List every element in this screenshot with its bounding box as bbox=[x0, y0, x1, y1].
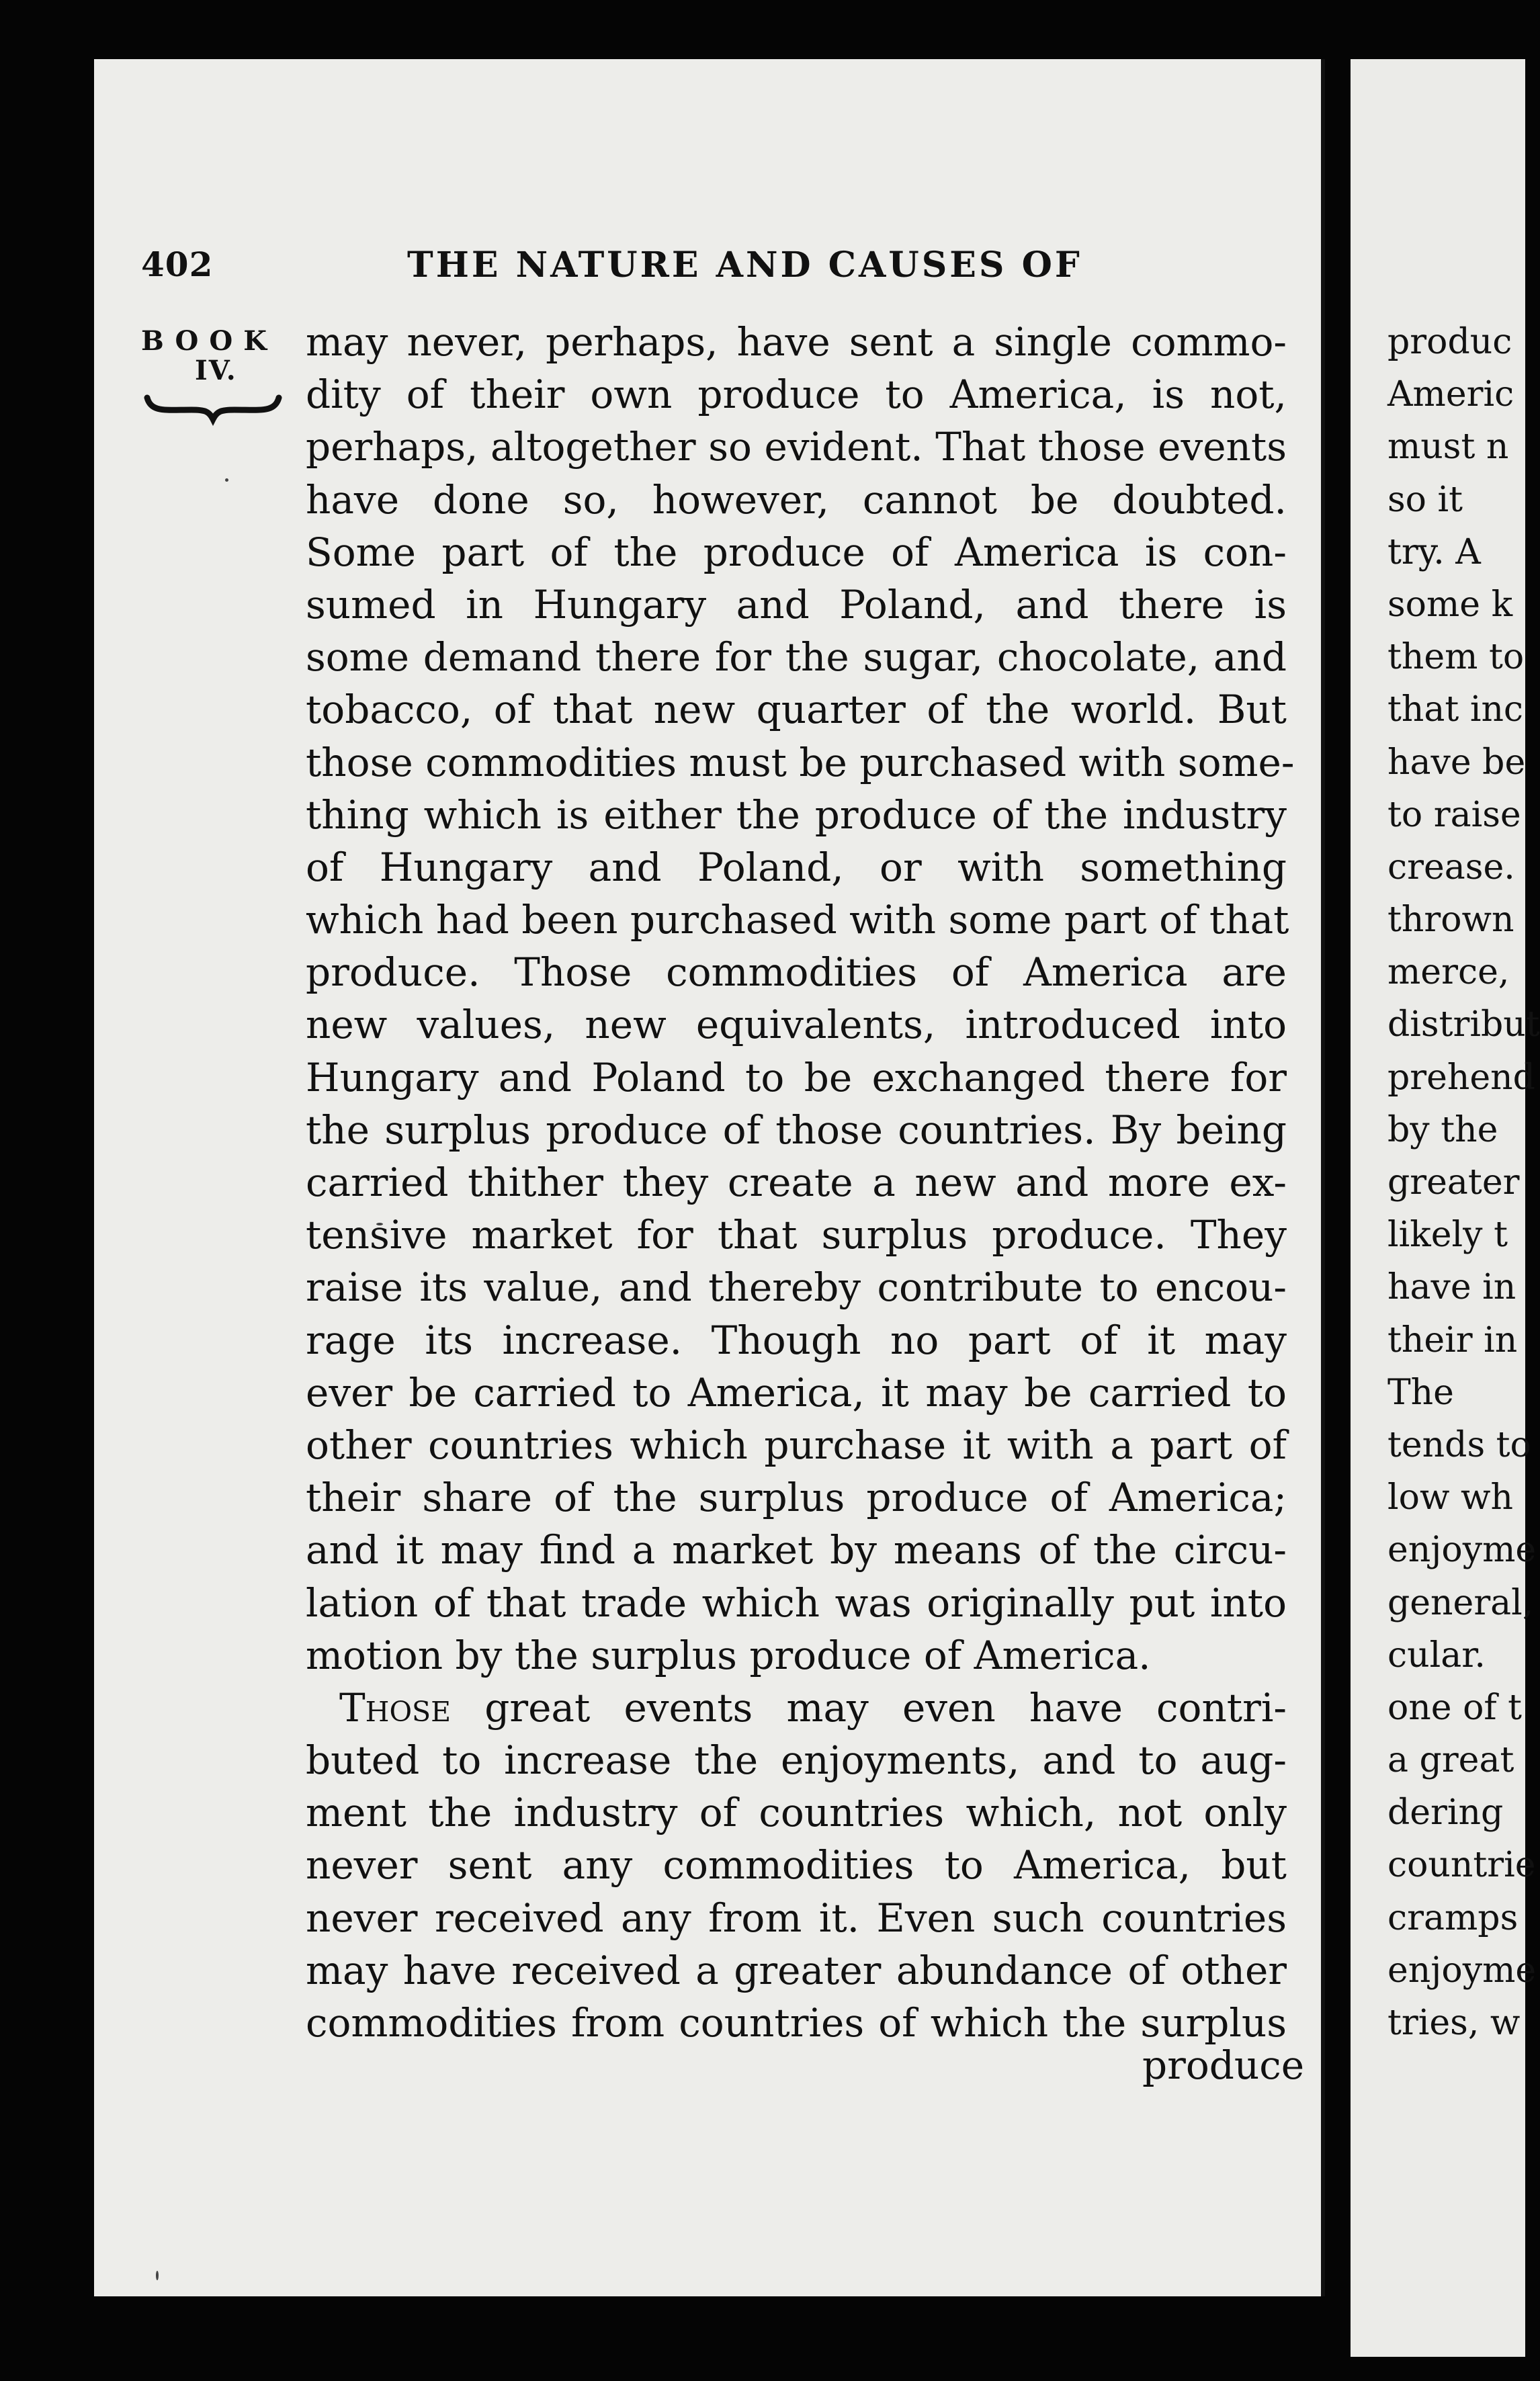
body-text bbox=[306, 316, 1295, 2049]
text-line: perhaps, altogether so evident. That those events bbox=[306, 424, 1287, 470]
text-line: have done so, however, cannot be doubted. bbox=[306, 476, 1287, 523]
text-line: the surplus produce of those countries. By being bbox=[306, 1107, 1287, 1153]
right-page-line: by the bbox=[1387, 1109, 1498, 1150]
right-page-line: prehend bbox=[1387, 1057, 1535, 1098]
text-line: their share of the surplus produce of America; bbox=[306, 1475, 1287, 1521]
text-line: motion by the surplus produce of America. bbox=[306, 1632, 1151, 1678]
running-head: THE NATURE AND CAUSES OF bbox=[407, 245, 1082, 286]
right-page-line: their in bbox=[1387, 1319, 1518, 1360]
text-line bbox=[306, 1682, 1287, 1734]
text-line: lation of that trade which was originally put into bbox=[306, 1579, 1287, 1626]
right-page-line: Americ bbox=[1387, 374, 1514, 415]
text-line: may never, perhaps, have sent a single commo- bbox=[306, 319, 1287, 365]
page-number: 402 bbox=[141, 245, 214, 284]
paragraph-1 bbox=[306, 316, 1295, 1682]
small-caps-lead-word: Those bbox=[339, 1684, 452, 1731]
right-page-line: them to bbox=[1387, 637, 1525, 678]
text-line: other countries which purchase it with a part of bbox=[306, 1422, 1287, 1468]
text-line: tobacco, of that new quarter of the world. But bbox=[306, 687, 1287, 733]
text-line: raise its value, and thereby contribute to encou- bbox=[306, 1264, 1287, 1311]
right-page-line: countrie bbox=[1387, 1845, 1536, 1886]
right-page-line: must n bbox=[1387, 427, 1509, 468]
right-page-line: one of t bbox=[1387, 1687, 1523, 1728]
text-line: commodities from countries of which the surplus bbox=[306, 2000, 1287, 2046]
text-line: which had been purchased with some part of that bbox=[306, 897, 1289, 943]
right-page-line: likely t bbox=[1387, 1215, 1508, 1256]
text-line: tensive market for that surplus produce. They bbox=[306, 1212, 1287, 1258]
right-page-line: cramps bbox=[1387, 1897, 1518, 1938]
text-line: new values, new equivalents, introduced into bbox=[306, 1002, 1287, 1048]
catchword: produce bbox=[1142, 2042, 1305, 2088]
text-line: rage its increase. Though no part of it may bbox=[306, 1317, 1287, 1363]
right-page-line: some k bbox=[1387, 584, 1513, 625]
right-page-line: tries, w bbox=[1387, 2003, 1521, 2043]
text-line: Some part of the produce of America is con- bbox=[306, 529, 1287, 575]
right-page-line: a great bbox=[1387, 1740, 1514, 1781]
text-line: some demand there for the sugar, chocolate, and bbox=[306, 634, 1287, 681]
right-page-line: merce, bbox=[1387, 952, 1510, 993]
page-speck bbox=[225, 478, 228, 482]
right-page-line: dering bbox=[1387, 1792, 1504, 1833]
right-page-line: tends to bbox=[1387, 1424, 1531, 1465]
text-line: dity of their own produce to America, is not, bbox=[306, 372, 1287, 418]
text-line-rest: great events may even have contri- bbox=[451, 1684, 1287, 1731]
text-line: thing which is either the produce of the industry bbox=[306, 791, 1287, 838]
right-page-line: thrown bbox=[1387, 900, 1514, 941]
text-line: never sent any commodities to America, but bbox=[306, 1842, 1287, 1889]
text-line: and it may find a market by means of the circu- bbox=[306, 1527, 1287, 1573]
text-line: those commodities must be purchased with some- bbox=[306, 739, 1295, 785]
right-page-line: have in bbox=[1387, 1267, 1516, 1308]
text-line: of Hungary and Poland, or with something bbox=[306, 844, 1287, 890]
right-page-line: distribut bbox=[1387, 1004, 1540, 1045]
right-page-line: that inc bbox=[1387, 689, 1524, 730]
right-page-line: low wh bbox=[1387, 1477, 1513, 1518]
text-line: produce. Those commodities of America are bbox=[306, 949, 1287, 996]
right-page-line: The bbox=[1387, 1372, 1454, 1413]
text-line: ever be carried to America, it may be carried to bbox=[306, 1369, 1287, 1416]
brace-ornament bbox=[144, 386, 282, 421]
text-line: buted to increase the enjoyments, and to aug- bbox=[306, 1737, 1287, 1784]
right-page-line: cular. bbox=[1387, 1635, 1486, 1676]
right-page-line: general, bbox=[1387, 1582, 1534, 1623]
right-page-line: have be bbox=[1387, 742, 1526, 783]
text-line: carried thither they create a new and more ex- bbox=[306, 1160, 1287, 1205]
page-speck bbox=[156, 2271, 159, 2280]
right-page-line: enjoyme bbox=[1387, 1950, 1537, 1991]
paragraph-2 bbox=[306, 1682, 1287, 2049]
text-line: may have received a greater abundance of other bbox=[306, 1947, 1287, 1993]
book-word: BOOK bbox=[141, 325, 278, 357]
right-page-line: produc bbox=[1387, 322, 1512, 362]
text-line: sumed in Hungary and Poland, and there is bbox=[306, 581, 1287, 627]
right-page-line: so it bbox=[1387, 479, 1463, 520]
right-page-line: greater bbox=[1387, 1162, 1520, 1203]
text-line: ment the industry of countries which, not only bbox=[306, 1790, 1287, 1836]
right-page-text bbox=[1387, 316, 1540, 2049]
book-number: IV. bbox=[195, 355, 237, 386]
right-page-line: crease. bbox=[1387, 847, 1515, 888]
right-page-line: enjoyme bbox=[1387, 1530, 1537, 1571]
right-page-line: to raise bbox=[1387, 794, 1521, 835]
right-page-line: try. A bbox=[1387, 531, 1481, 572]
text-line: Hungary and Poland to be exchanged there for bbox=[306, 1054, 1287, 1100]
text-line: never received any from it. Even such countries bbox=[306, 1895, 1287, 1941]
